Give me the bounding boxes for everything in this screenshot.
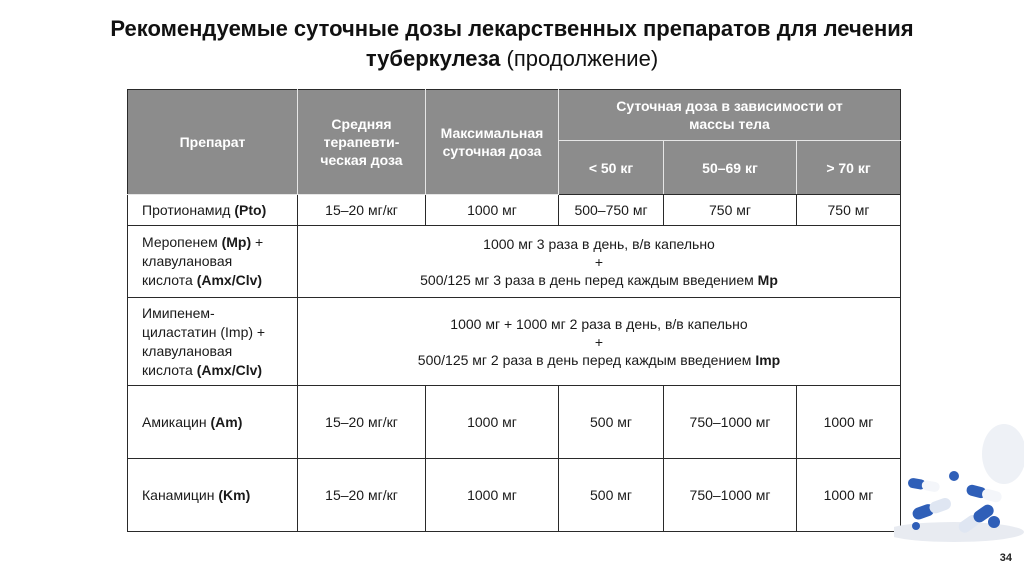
weight-gt70-cell: 1000 мг xyxy=(797,386,901,459)
header-max-dose: Максимальная суточная доза xyxy=(426,90,559,195)
header-weight-gt70: > 70 кг xyxy=(797,141,901,195)
table-row xyxy=(128,459,901,532)
doses-table xyxy=(127,89,901,532)
drug-cell: Меропенем (Mp) + клавулановая кислота (Amx/Clv) xyxy=(128,226,298,298)
slide-title-main: Рекомендуемые суточные дозы лекарственных препаратов для лечения туберкулеза xyxy=(110,16,914,71)
max-dose-cell: 1000 мг xyxy=(426,195,559,226)
table-row xyxy=(128,195,901,226)
header-drug: Препарат xyxy=(128,90,298,195)
drug-cell: Протионамид (Pto) xyxy=(128,195,298,226)
weight-gt70-cell: 750 мг xyxy=(797,195,901,226)
slide-title-suffix: (продолжение) xyxy=(506,46,659,71)
table-row xyxy=(128,386,901,459)
merged-dose-cell: 1000 мг + 1000 мг 2 раза в день, в/в капельно + 500/125 мг 2 раза в день перед каждым введением Imp xyxy=(298,298,901,386)
weight-50-69-cell: 750–1000 мг xyxy=(664,386,797,459)
drug-cell: Имипенем- циластатин (Imp) + клавулановая кислота (Amx/Clv) xyxy=(128,298,298,386)
header-avg-dose: Средняя терапевти-ческая доза xyxy=(298,90,426,195)
drug-cell: Амикацин (Am) xyxy=(128,386,298,459)
table-row xyxy=(128,226,901,298)
weight-lt50-cell: 500–750 мг xyxy=(559,195,664,226)
header-weight-50-69: 50–69 кг xyxy=(664,141,797,195)
page-number: 34 xyxy=(999,552,1012,564)
weight-lt50-cell: 500 мг xyxy=(559,459,664,532)
weight-50-69-cell: 750 мг xyxy=(664,195,797,226)
max-dose-cell: 1000 мг xyxy=(426,459,559,532)
table-row xyxy=(128,298,901,386)
weight-50-69-cell: 750–1000 мг xyxy=(664,459,797,532)
pills-image xyxy=(894,414,1024,544)
header-weight-group: Суточная доза в зависимости от массы тела xyxy=(559,90,901,141)
weight-lt50-cell: 500 мг xyxy=(559,386,664,459)
drug-cell: Канамицин (Km) xyxy=(128,459,298,532)
avg-dose-cell: 15–20 мг/кг xyxy=(298,459,426,532)
avg-dose-cell: 15–20 мг/кг xyxy=(298,195,426,226)
merged-dose-cell: 1000 мг 3 раза в день, в/в капельно + 500/125 мг 3 раза в день перед каждым введением Mp xyxy=(298,226,901,298)
header-weight-lt50: < 50 кг xyxy=(559,141,664,195)
max-dose-cell: 1000 мг xyxy=(426,386,559,459)
avg-dose-cell: 15–20 мг/кг xyxy=(298,386,426,459)
weight-gt70-cell: 1000 мг xyxy=(797,459,901,532)
slide-title xyxy=(60,14,964,74)
